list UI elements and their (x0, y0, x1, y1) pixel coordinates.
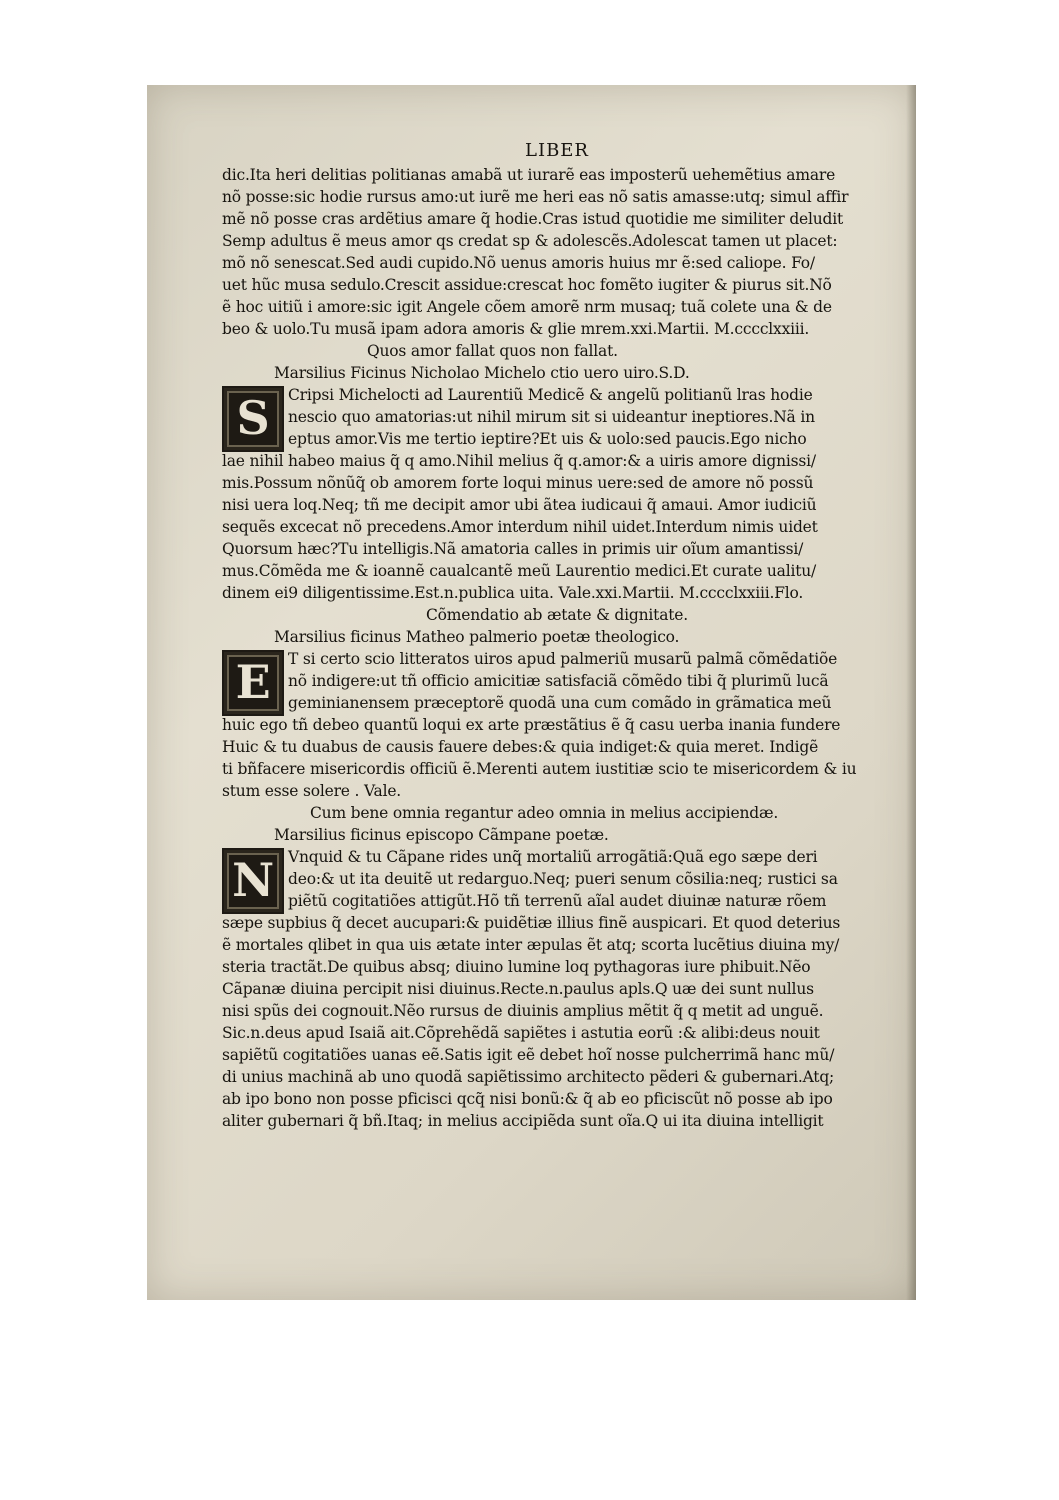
text-line: ẽ hoc uitiũ i amore:sic igit Angele cõem amorẽ nrm musaq; tuã colete una & de (222, 298, 832, 316)
text-line: sæpe supbius q̃ decet aucupari:& puidẽtiæ illius finẽ auspicari. Et quod deterius (222, 914, 841, 932)
text-line: mis.Possum nõnũq̃ ob amorem forte loqui minus uere:sed de amore nõ possũ (222, 474, 814, 492)
section-heading: Marsilius Ficinus Nicholao Michelo ctio uero uiro.S.D. (274, 364, 690, 382)
text-line: sapiẽtũ cogitatiões uanas eẽ.Satis igit eẽ debet hoĩ nosse pulcherrimã hanc mũ/ (222, 1046, 835, 1064)
text-line: Sic.n.deus apud Isaiã ait.Cõprehẽdã sapiẽtes i astutia eorũ :& alibi:deus nouit (222, 1024, 820, 1042)
page-edge-shadow (906, 85, 916, 1300)
text-line: Vnquid & tu Cãpane rides unq̃ mortaliũ arrogãtiã:Quã ego sæpe deri (288, 848, 818, 866)
text-section (222, 626, 892, 648)
section-heading: Quos amor fallat quos non fallat. (367, 342, 618, 360)
text-line: beo & uolo.Tu musã ipam adora amoris & glie mrem.xxi.Martii. M.cccclxxiii. (222, 320, 810, 338)
text-line: T si certo scio litteratos uiros apud palmeriũ musarũ palmã cõmẽdatiõe (288, 650, 838, 668)
text-line: ẽ mortales qlibet in qua uis ætate inter æpulas ẽt atq; scorta lucẽtius diuina my/ (222, 936, 840, 954)
text-section (222, 164, 892, 340)
section-heading: Cum bene omnia regantur adeo omnia in melius accipiendæ. (310, 804, 779, 822)
text-line: stum esse solere . Vale. (222, 782, 402, 800)
text-line: uet hũc musa sedulo.Crescit assidue:crescat hoc fomẽto iugiter & piurus sit.Nõ (222, 276, 832, 294)
text-line: dinem ei9 diligentissime.Est.n.publica uita. Vale.xxi.Martii. M.cccclxxiii.Flo. (222, 584, 804, 602)
paragraph-with-initial (222, 648, 892, 714)
text-line: steria tractãt.De quibus absq; diuino lumine loq pythagoras iure phibuit.Nẽo (222, 958, 811, 976)
text-line: Semp adultus ẽ meus amor qs credat sp & adolescẽs.Adolescat tamen ut placet: (222, 232, 838, 250)
text-line: nõ indigere:ut tñ officio amicitiæ satisfaciã cõmẽdo tibi q̃ plurimũ lucã (288, 672, 829, 690)
text-line: Cãpanæ diuina percipit nisi diuinus.Recte.n.paulus apls.Q uæ dei sunt nullus (222, 980, 814, 998)
text-line: Huic & tu duabus de causis fauere debes:& quia indiget:& quia meret. Indigẽ (222, 738, 819, 756)
text-line: piẽtũ cogitatiões attigũt.Hõ tñ terrenũ aĩal audet diuinæ naturæ rõem (288, 892, 827, 910)
text-section (222, 604, 892, 626)
text-sections (222, 164, 892, 1132)
section-heading: Marsilius ficinus episcopo Cãmpane poetæ. (274, 826, 609, 844)
paragraph-with-initial (222, 384, 892, 450)
decorated-initial-letter: E (222, 650, 284, 716)
text-line: nisi spũs dei cognouit.Nẽo rursus de diuinis amplius mẽtit q̃ q metit ad unguẽ. (222, 1002, 824, 1020)
text-section (222, 648, 892, 802)
decorated-initial-letter: N (222, 848, 284, 914)
running-header: LIBER (525, 140, 589, 161)
text-section (222, 362, 892, 384)
text-line: mus.Cõmẽda me & ioannẽ caualcantẽ meũ Laurentio medici.Et curate ualitu/ (222, 562, 817, 580)
text-line: deo:& ut ita deuitẽ ut redarguo.Neq; pueri senum cõsilia:neq; rustici sa (288, 870, 838, 888)
text-line: Quorsum hæc?Tu intelligis.Nã amatoria calles in primis uir oĩum amantissi/ (222, 540, 804, 558)
text-section (222, 824, 892, 846)
text-section (222, 340, 892, 362)
text-section (222, 802, 892, 824)
text-section (222, 384, 892, 604)
text-line: mẽ nõ posse cras ardẽtius amare q̃ hodie.Cras istud quotidie me similiter deludit (222, 210, 844, 228)
page-text (222, 140, 892, 1132)
text-line: lae nihil habeo maius q̃ q amo.Nihil melius q̃ q.amor:& a uiris amore dignissi/ (222, 452, 816, 470)
section-heading: Marsilius ficinus Matheo palmerio poetæ theologico. (274, 628, 680, 646)
text-line: aliter gubernari q̃ bñ.Itaq; in melius accipiẽda sunt oĩa.Q ui ita diuina intelligit (222, 1112, 824, 1130)
text-section (222, 846, 892, 1132)
text-line: eptus amor.Vis me tertio ieptire?Et uis & uolo:sed paucis.Ego nicho (288, 430, 807, 448)
decorated-initial-letter: S (222, 386, 284, 452)
text-line: geminianensem præceptorẽ quodã una cum comãdo in grãmatica meũ (288, 694, 832, 712)
text-line: nescio quo amatorias:ut nihil mirum sit si uideantur ineptiores.Nã in (288, 408, 815, 426)
text-line: Cripsi Michelocti ad Laurentiũ Medicẽ & angelũ politianũ lras hodie (288, 386, 813, 404)
text-line: sequẽs excecat nõ precedens.Amor interdum nihil uidet.Interdum nimis uidet (222, 518, 818, 536)
text-line: huic ego tñ debeo quantũ loqui ex arte præstãtius ẽ q̃ casu uerba inania fundere (222, 716, 841, 734)
text-line: nisi uera loq.Neq; tñ me decipit amor ubi ãtea iudicaui q̃ amaui. Amor iudiciũ (222, 496, 817, 514)
text-line: di unius machinã ab uno quodã sapiẽtissimo architecto pẽderi & gubernari.Atq; (222, 1068, 835, 1086)
text-line: mõ nõ senescat.Sed audi cupido.Nõ uenus amoris huius mr ẽ:sed caliope. Fo/ (222, 254, 815, 272)
text-line: dic.Ita heri delitias politianas amabã ut iurarẽ eas imposterũ uehemẽtius amare (222, 166, 836, 184)
text-line: ab ipo bono non posse pficisci qcq̃ nisi bonũ:& q̃ ab eo pficiscũt nõ posse ab ipo (222, 1090, 833, 1108)
text-line: nõ posse:sic hodie rursus amo:ut iurẽ me heri eas nõ satis amasse:utq; simul affir (222, 188, 849, 206)
paragraph-with-initial (222, 846, 892, 912)
text-line: ti bñfacere misericordis officiũ ẽ.Merenti autem iustitiæ scio te misericordem & iu (222, 760, 857, 778)
section-heading: Cõmendatio ab ætate & dignitate. (426, 606, 688, 624)
